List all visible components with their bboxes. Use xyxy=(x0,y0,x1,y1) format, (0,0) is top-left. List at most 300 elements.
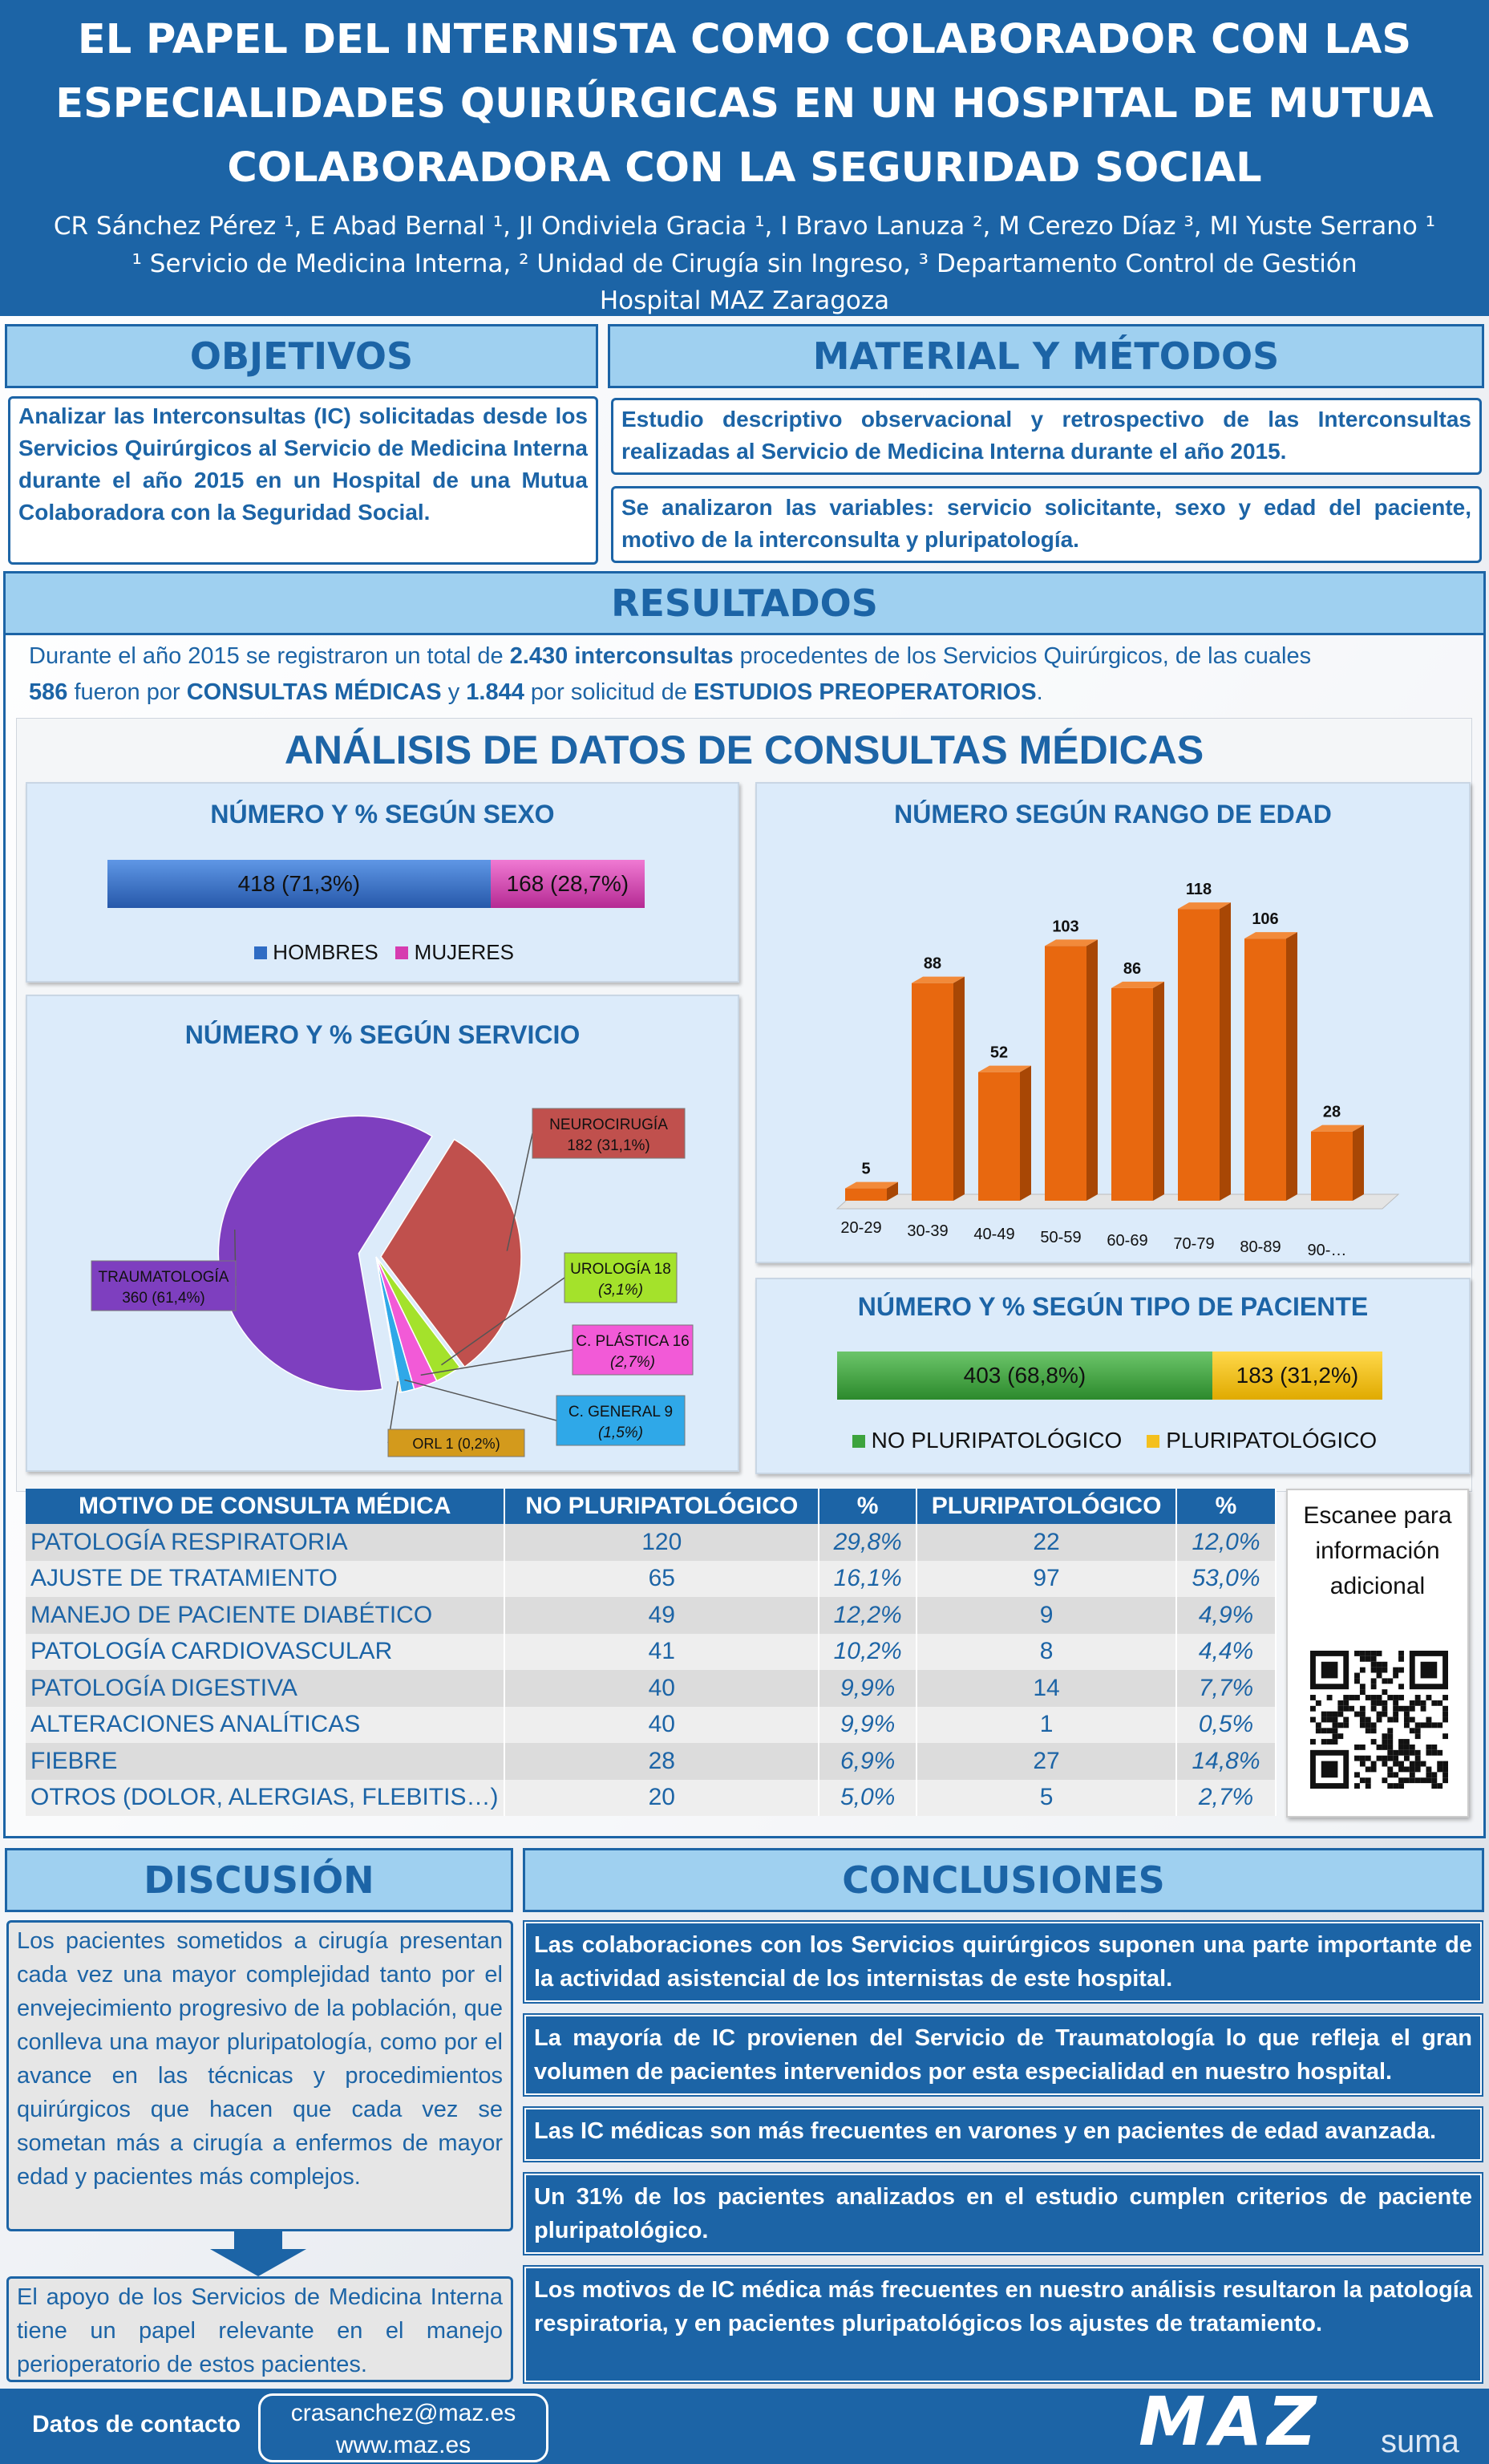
qr-module xyxy=(1398,1750,1404,1756)
pie-label-value: (1,5%) xyxy=(598,1424,643,1441)
qr-module xyxy=(1387,1678,1393,1684)
conclusion-item-1: Las colaboraciones con los Servicios quirúrgicos suponen una parte importante de la actividad asistencial de los internistas de este hospital. xyxy=(524,1922,1482,2002)
table-cell: ALTERACIONES ANALÍTICAS xyxy=(26,1707,504,1744)
qr-finder-core xyxy=(1321,1662,1338,1679)
qr-module xyxy=(1387,1756,1393,1761)
contact-label: Datos de contacto xyxy=(32,2411,241,2438)
qr-module xyxy=(1360,1777,1366,1783)
qr-module xyxy=(1371,1722,1377,1728)
age-bar-side xyxy=(953,977,965,1201)
qr-module xyxy=(1382,1678,1387,1684)
qr-module xyxy=(1415,1733,1421,1739)
age-tick-label: 40-49 xyxy=(973,1226,1015,1243)
qr-module xyxy=(1327,1712,1333,1717)
age-bar-value: 88 xyxy=(923,954,942,973)
table-cell: 29,8% xyxy=(819,1524,916,1561)
qr-module xyxy=(1382,1662,1387,1668)
age-bar-value: 86 xyxy=(1123,959,1142,978)
qr-module xyxy=(1415,1695,1421,1700)
qr-module xyxy=(1410,1777,1415,1783)
pie-label-name: UROLOGÍA 18 xyxy=(570,1261,671,1278)
table-cell: 8 xyxy=(916,1634,1176,1671)
qr-module xyxy=(1437,1783,1442,1789)
qr-module xyxy=(1343,1700,1349,1706)
qr-module xyxy=(1371,1662,1377,1668)
qr-finder-core xyxy=(1321,1761,1338,1778)
qr-module xyxy=(1431,1722,1437,1728)
age-bar-value: 52 xyxy=(989,1044,1009,1062)
qr-module xyxy=(1415,1722,1421,1728)
qr-module xyxy=(1377,1651,1382,1656)
qr-module xyxy=(1410,1728,1415,1733)
summary-medical-count: 586 xyxy=(29,679,68,705)
qr-module xyxy=(1310,1717,1316,1723)
age-bar-value: 106 xyxy=(1252,910,1279,929)
qr-module xyxy=(1442,1712,1448,1717)
qr-module xyxy=(1366,1766,1371,1772)
patient-type-legend xyxy=(757,1428,1472,1453)
qr-module xyxy=(1442,1777,1448,1783)
summary-text: Durante el año 2015 se registraron un total de xyxy=(29,643,510,669)
qr-module xyxy=(1382,1712,1387,1717)
conclusion-item-4: Un 31% de los pacientes analizados en el estudio cumplen criterios de paciente pluripatológico. xyxy=(524,2174,1482,2254)
table-row xyxy=(26,1634,1276,1671)
qr-module xyxy=(1442,1733,1448,1739)
age-bar xyxy=(1311,1132,1353,1201)
age-tick-label: 20-29 xyxy=(840,1219,882,1237)
legend-women-label: MUJERES xyxy=(414,940,514,964)
qr-module xyxy=(1366,1722,1371,1728)
qr-module xyxy=(1310,1739,1316,1745)
summary-total: 2.430 interconsultas xyxy=(509,643,734,669)
table-row xyxy=(26,1743,1276,1780)
table-cell: 5,0% xyxy=(819,1780,916,1817)
qr-module xyxy=(1387,1766,1393,1772)
qr-module xyxy=(1343,1695,1349,1700)
table-row xyxy=(26,1561,1276,1598)
qr-module xyxy=(1327,1728,1333,1733)
qr-module xyxy=(1360,1745,1366,1750)
qr-module xyxy=(1366,1756,1371,1761)
qr-module xyxy=(1398,1684,1404,1689)
age-bar xyxy=(845,1189,887,1201)
table-cell: PATOLOGÍA DIGESTIVA xyxy=(26,1670,504,1707)
patient-type-title: NÚMERO Y % SEGÚN TIPO DE PACIENTE xyxy=(857,1292,1369,1321)
metodos-text-2: Se analizaron las variables: servicio solicitante, sexo y edad del paciente, motivo de la interconsulta y pluripatología. xyxy=(611,486,1482,563)
qr-module xyxy=(1366,1728,1371,1733)
qr-module xyxy=(1354,1772,1360,1777)
qr-module xyxy=(1377,1695,1382,1700)
table-cell: 40 xyxy=(504,1670,819,1707)
table-cell: 9,9% xyxy=(819,1670,916,1707)
qr-module xyxy=(1393,1756,1398,1761)
hospital-name: Hospital MAZ Zaragoza xyxy=(599,286,890,315)
qr-module xyxy=(1333,1739,1338,1745)
qr-module xyxy=(1431,1700,1437,1706)
qr-module xyxy=(1371,1706,1377,1712)
qr-module xyxy=(1349,1695,1354,1700)
maz-logo: MAZ xyxy=(1139,2382,1321,2461)
qr-module xyxy=(1442,1766,1448,1772)
qr-module xyxy=(1410,1750,1415,1756)
legend-nopluri-swatch xyxy=(852,1435,865,1448)
qr-module xyxy=(1426,1777,1431,1783)
qr-module xyxy=(1360,1756,1366,1761)
qr-module xyxy=(1387,1733,1393,1739)
age-bar-side xyxy=(1220,902,1231,1201)
age-tick-label: 90-… xyxy=(1307,1242,1347,1259)
qr-module xyxy=(1387,1750,1393,1756)
summary-preop-count: 1.844 xyxy=(466,679,524,705)
age-tick-label: 30-39 xyxy=(907,1222,949,1240)
table-cell: OTROS (DOLOR, ALERGIAS, FLEBITIS…) xyxy=(26,1780,504,1817)
qr-module xyxy=(1360,1722,1366,1728)
age-bar xyxy=(1244,938,1286,1201)
qr-module xyxy=(1421,1777,1426,1783)
pie-label-value: (2,7%) xyxy=(610,1354,655,1371)
qr-module xyxy=(1393,1706,1398,1712)
qr-module xyxy=(1437,1700,1442,1706)
qr-module xyxy=(1393,1712,1398,1717)
pie-label-name: ORL 1 (0,2%) xyxy=(412,1436,500,1452)
authors: CR Sánchez Pérez ¹, E Abad Bernal ¹, JI Ondiviela Gracia ¹, I Bravo Lanuza ², M Cerezo Díaz ³, MI Yuste Serrano ¹ xyxy=(53,212,1436,241)
qr-module xyxy=(1387,1745,1393,1750)
qr-module xyxy=(1426,1772,1431,1777)
patient-type-pluri-bar xyxy=(1212,1352,1382,1400)
qr-module xyxy=(1387,1739,1393,1745)
qr-module xyxy=(1366,1695,1371,1700)
table-cell: 28 xyxy=(504,1743,819,1780)
qr-module xyxy=(1366,1717,1371,1723)
qr-module xyxy=(1337,1700,1343,1706)
qr-module xyxy=(1377,1668,1382,1673)
qr-module xyxy=(1437,1722,1442,1728)
qr-module xyxy=(1393,1772,1398,1777)
qr-module xyxy=(1382,1668,1387,1673)
qr-module xyxy=(1404,1722,1410,1728)
age-bar-value: 118 xyxy=(1185,881,1212,899)
qr-module xyxy=(1410,1717,1415,1723)
qr-module xyxy=(1398,1783,1404,1789)
qr-module xyxy=(1360,1712,1366,1717)
qr-module xyxy=(1366,1783,1371,1789)
legend-pluri-label: PLURIPATOLÓGICO xyxy=(1166,1428,1378,1453)
age-bar-value: 5 xyxy=(861,1160,871,1178)
qr-module xyxy=(1377,1745,1382,1750)
qr-module xyxy=(1404,1750,1410,1756)
table-cell: 49 xyxy=(504,1597,819,1634)
metodos-heading: MATERIAL Y MÉTODOS xyxy=(608,324,1484,388)
affiliations: ¹ Servicio de Medicina Interna, ² Unidad de Cirugía sin Ingreso, ³ Departamento Control de Gestión xyxy=(132,249,1357,278)
sex-chart-panel xyxy=(26,782,739,983)
qr-module xyxy=(1404,1777,1410,1783)
age-bar-value: 103 xyxy=(1052,918,1079,936)
qr-module xyxy=(1398,1761,1404,1767)
legend-men-swatch xyxy=(254,946,267,959)
qr-module xyxy=(1393,1673,1398,1679)
qr-module xyxy=(1398,1651,1404,1656)
qr-module xyxy=(1343,1706,1349,1712)
qr-module xyxy=(1354,1756,1360,1761)
qr-module xyxy=(1421,1700,1426,1706)
qr-module xyxy=(1354,1712,1360,1717)
age-tick-label: 80-89 xyxy=(1240,1238,1281,1256)
qr-module xyxy=(1431,1750,1437,1756)
summary-text: y xyxy=(441,679,467,705)
objetivos-heading: OBJETIVOS xyxy=(5,324,598,388)
patient-type-bar xyxy=(837,1352,1382,1400)
summary-preop-label: ESTUDIOS PREOPERATORIOS xyxy=(694,679,1037,705)
qr-module xyxy=(1371,1656,1377,1662)
title-line-1: EL PAPEL DEL INTERNISTA COMO COLABORADOR CON LAS xyxy=(77,16,1412,63)
qr-module xyxy=(1321,1717,1327,1723)
analysis-title: ANÁLISIS DE DATOS DE CONSULTAS MÉDICAS xyxy=(284,727,1204,772)
qr-module xyxy=(1316,1700,1321,1706)
qr-module xyxy=(1382,1739,1387,1745)
qr-module xyxy=(1354,1783,1360,1789)
table-cell: 9,9% xyxy=(819,1707,916,1744)
qr-finder-core xyxy=(1421,1662,1438,1679)
qr-module xyxy=(1404,1745,1410,1750)
qr-module xyxy=(1437,1761,1442,1767)
age-bar xyxy=(912,983,953,1201)
age-chart-panel xyxy=(755,782,1471,1263)
qr-module xyxy=(1398,1777,1404,1783)
sex-legend xyxy=(27,940,741,965)
age-chart-title: NÚMERO SEGÚN RANGO DE EDAD xyxy=(894,800,1332,829)
patient-type-panel xyxy=(755,1278,1471,1474)
motivo-table xyxy=(26,1489,1277,1816)
table-cell: 14 xyxy=(916,1670,1176,1707)
qr-module xyxy=(1410,1700,1415,1706)
age-bar-chart xyxy=(757,832,1472,1265)
resultados-heading: RESULTADOS xyxy=(3,571,1486,635)
qr-module xyxy=(1327,1695,1333,1700)
qr-module xyxy=(1404,1717,1410,1723)
qr-module xyxy=(1421,1722,1426,1728)
qr-module xyxy=(1410,1745,1415,1750)
col-header-nopluri: NO PLURIPATOLÓGICO xyxy=(504,1489,819,1524)
qr-module xyxy=(1387,1717,1393,1723)
qr-module xyxy=(1410,1766,1415,1772)
table-cell: 7,7% xyxy=(1176,1670,1276,1707)
age-bar xyxy=(1111,988,1153,1201)
table-row xyxy=(26,1707,1276,1744)
qr-module xyxy=(1410,1706,1415,1712)
conclusion-item-3: Las IC médicas son más frecuentes en varones y en pacientes de edad avanzada. xyxy=(524,2108,1482,2161)
age-bar-side xyxy=(1020,1066,1031,1201)
qr-module xyxy=(1333,1722,1338,1728)
table-cell: 97 xyxy=(916,1561,1176,1598)
title-line-3: COLABORADORA CON LA SEGURIDAD SOCIAL xyxy=(227,144,1262,192)
table-cell: 12,2% xyxy=(819,1597,916,1634)
qr-module xyxy=(1393,1700,1398,1706)
qr-module xyxy=(1337,1722,1343,1728)
qr-module xyxy=(1360,1761,1366,1767)
age-tick-label: 70-79 xyxy=(1173,1235,1215,1253)
col-header-motivo: MOTIVO DE CONSULTA MÉDICA xyxy=(26,1489,504,1524)
qr-module xyxy=(1426,1766,1431,1772)
table-cell: 27 xyxy=(916,1743,1176,1780)
table-cell: 4,9% xyxy=(1176,1597,1276,1634)
qr-module xyxy=(1371,1695,1377,1700)
qr-module xyxy=(1343,1717,1349,1723)
sex-bar-men xyxy=(107,860,491,908)
table-cell: 10,2% xyxy=(819,1634,916,1671)
qr-module xyxy=(1437,1766,1442,1772)
sex-bar-women xyxy=(491,860,645,908)
qr-module xyxy=(1371,1728,1377,1733)
qr-module xyxy=(1366,1651,1371,1656)
qr-module xyxy=(1387,1772,1393,1777)
qr-module xyxy=(1442,1706,1448,1712)
qr-module xyxy=(1410,1761,1415,1767)
qr-module xyxy=(1366,1656,1371,1662)
qr-module xyxy=(1398,1745,1404,1750)
qr-module xyxy=(1371,1739,1377,1745)
age-bar xyxy=(978,1072,1020,1201)
qr-module xyxy=(1321,1712,1327,1717)
qr-module xyxy=(1415,1756,1421,1761)
contact-box xyxy=(258,2393,548,2462)
pie-label-value: 360 (61,4%) xyxy=(122,1290,205,1307)
qr-module xyxy=(1310,1706,1316,1712)
contact-website[interactable]: www.maz.es xyxy=(335,2432,471,2458)
age-bar-side xyxy=(1286,932,1297,1201)
qr-module xyxy=(1393,1750,1398,1756)
qr-module xyxy=(1431,1772,1437,1777)
table-row xyxy=(26,1524,1276,1561)
qr-module xyxy=(1377,1673,1382,1679)
qr-module xyxy=(1421,1761,1426,1767)
qr-module xyxy=(1442,1695,1448,1700)
footer xyxy=(0,2382,1489,2464)
table-cell: 53,0% xyxy=(1176,1561,1276,1598)
qr-module xyxy=(1431,1745,1437,1750)
qr-module xyxy=(1387,1728,1393,1733)
qr-module xyxy=(1431,1777,1437,1783)
qr-module xyxy=(1426,1695,1431,1700)
qr-module xyxy=(1404,1706,1410,1712)
qr-code-icon[interactable] xyxy=(1310,1651,1448,1789)
qr-module xyxy=(1398,1668,1404,1673)
qr-module xyxy=(1442,1761,1448,1767)
contact-email[interactable]: crasanchez@maz.es xyxy=(290,2400,516,2426)
col-header-pluri: PLURIPATOLÓGICO xyxy=(916,1489,1176,1524)
qr-module xyxy=(1377,1662,1382,1668)
qr-module xyxy=(1377,1712,1382,1717)
qr-module xyxy=(1437,1750,1442,1756)
legend-men-label: HOMBRES xyxy=(273,940,378,964)
qr-module xyxy=(1333,1728,1338,1733)
legend-women-swatch xyxy=(395,946,408,959)
sex-chart-title: NÚMERO Y % SEGÚN SEXO xyxy=(210,800,555,829)
conclusion-item-2: La mayoría de IC provienen del Servicio de Traumatología lo que refleja el gran volumen de pacientes intervenidos por esta especialidad en nuestro hospital. xyxy=(524,2015,1482,2095)
qr-module xyxy=(1371,1651,1377,1656)
qr-module xyxy=(1371,1684,1377,1689)
table-cell: 2,7% xyxy=(1176,1780,1276,1817)
qr-module xyxy=(1377,1700,1382,1706)
table-cell: 65 xyxy=(504,1561,819,1598)
summary-text: por solicitud de xyxy=(524,679,694,705)
qr-module xyxy=(1393,1717,1398,1723)
qr-module xyxy=(1382,1706,1387,1712)
qr-module xyxy=(1415,1700,1421,1706)
table-cell: PATOLOGÍA CARDIOVASCULAR xyxy=(26,1634,504,1671)
qr-module xyxy=(1354,1695,1360,1700)
pie-label-value: (3,1%) xyxy=(598,1282,643,1299)
age-tick-label: 50-59 xyxy=(1040,1229,1082,1246)
qr-module xyxy=(1360,1668,1366,1673)
service-chart-title: NÚMERO Y % SEGÚN SERVICIO xyxy=(184,1020,581,1049)
qr-module xyxy=(1371,1678,1377,1684)
pie-label-name: C. GENERAL 9 xyxy=(568,1404,674,1420)
qr-module xyxy=(1426,1745,1431,1750)
qr-module xyxy=(1310,1695,1316,1700)
qr-module xyxy=(1377,1756,1382,1761)
qr-module xyxy=(1371,1766,1377,1772)
table-cell: 1 xyxy=(916,1707,1176,1744)
discusion-text-2: El apoyo de los Servicios de Medicina Interna tiene un papel relevante en el manejo perioperatorio de estos pacientes. xyxy=(6,2276,513,2382)
qr-module xyxy=(1360,1706,1366,1712)
qr-module xyxy=(1404,1766,1410,1772)
qr-module xyxy=(1354,1745,1360,1750)
qr-module xyxy=(1382,1761,1387,1767)
qr-module xyxy=(1354,1651,1360,1656)
service-chart-panel xyxy=(26,995,739,1472)
qr-module xyxy=(1382,1756,1387,1761)
qr-module xyxy=(1360,1651,1366,1656)
qr-module xyxy=(1415,1750,1421,1756)
qr-module xyxy=(1360,1684,1366,1689)
qr-panel xyxy=(1286,1489,1469,1818)
poster-header xyxy=(0,0,1489,316)
age-bar-side xyxy=(1153,982,1164,1201)
qr-module xyxy=(1371,1668,1377,1673)
table-cell: 41 xyxy=(504,1634,819,1671)
qr-module xyxy=(1387,1695,1393,1700)
summary-text: fueron por xyxy=(67,679,187,705)
qr-module xyxy=(1354,1673,1360,1679)
qr-module xyxy=(1382,1733,1387,1739)
qr-module xyxy=(1426,1717,1431,1723)
qr-module xyxy=(1333,1717,1338,1723)
age-bar-side xyxy=(1353,1125,1364,1201)
qr-module xyxy=(1371,1700,1377,1706)
qr-module xyxy=(1398,1739,1404,1745)
pie-label-name: NEUROCIRUGÍA xyxy=(549,1116,668,1133)
qr-module xyxy=(1333,1733,1338,1739)
qr-module xyxy=(1393,1668,1398,1673)
qr-module xyxy=(1321,1728,1327,1733)
table-cell: 22 xyxy=(916,1524,1176,1561)
qr-module xyxy=(1377,1717,1382,1723)
age-bar-side xyxy=(1086,939,1098,1201)
pie-label-value: 182 (31,1%) xyxy=(567,1137,650,1154)
table-cell: 14,8% xyxy=(1176,1743,1276,1780)
summary-medical-label: CONSULTAS MÉDICAS xyxy=(186,679,442,705)
legend-nopluri-label: NO PLURIPATOLÓGICO xyxy=(871,1428,1123,1453)
table-cell: 16,1% xyxy=(819,1561,916,1598)
qr-module xyxy=(1398,1766,1404,1772)
sex-bar-women-label: 168 (28,7%) xyxy=(506,871,629,896)
discusion-heading: DISCUSIÓN xyxy=(5,1848,513,1912)
qr-module xyxy=(1393,1783,1398,1789)
qr-module xyxy=(1415,1766,1421,1772)
table-cell: MANEJO DE PACIENTE DIABÉTICO xyxy=(26,1597,504,1634)
qr-module xyxy=(1398,1695,1404,1700)
qr-module xyxy=(1360,1689,1366,1695)
